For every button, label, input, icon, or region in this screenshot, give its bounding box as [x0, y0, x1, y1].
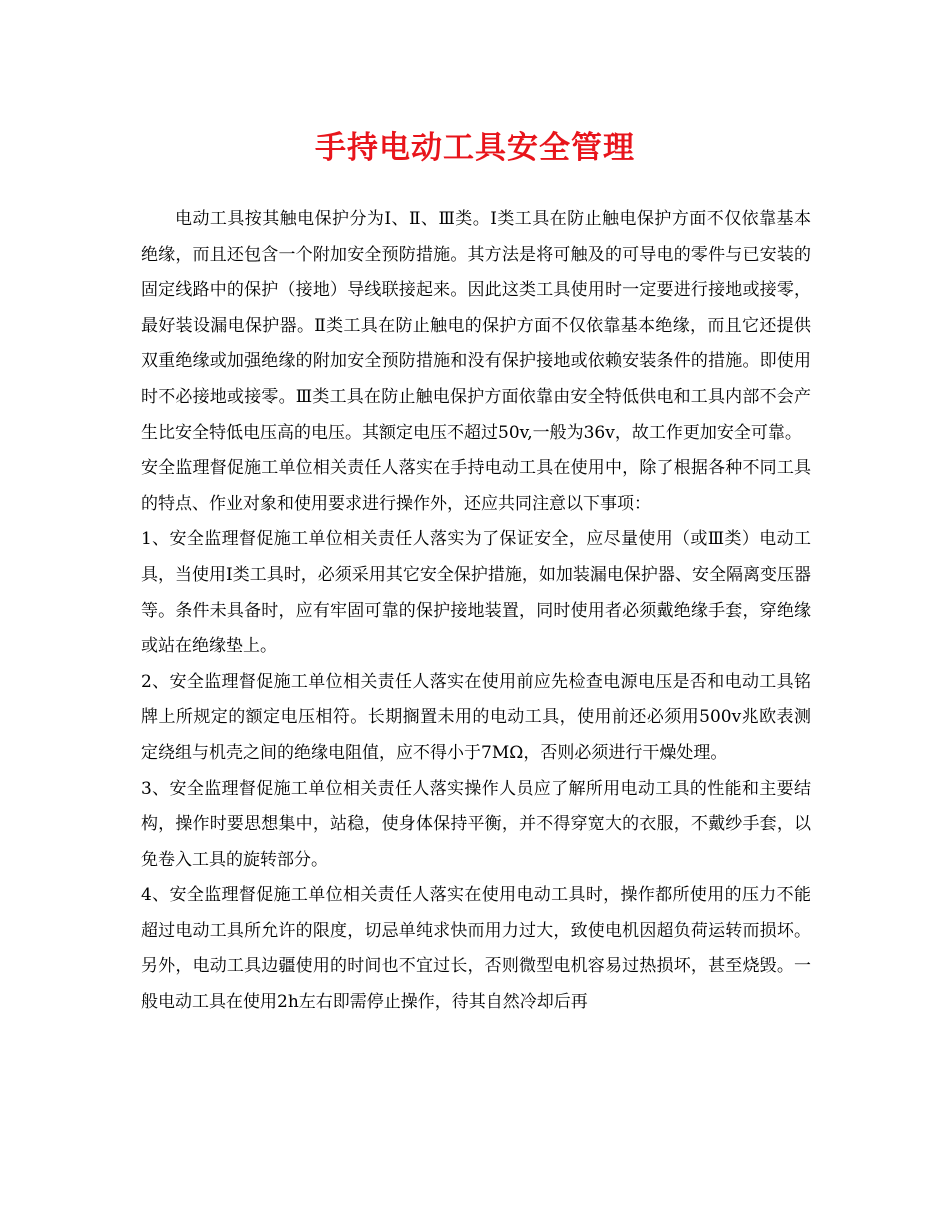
paragraph-tool-classes: 电动工具按其触电保护分为Ⅰ、Ⅱ、Ⅲ类。Ⅰ类工具在防止触电保护方面不仅依靠基本绝缘，而且还包含一个附加安全预防措施。其方法是将可触及的可导电的零件与已安装的固定线路中的保护（接地）导线联接起来。因此这类工具使用时一定要进行接地或接零，最好装设漏电保护器。Ⅱ类工具在防止触电的保护方面不仅依靠基本绝缘，而且它还提供双重绝缘或加强绝缘的附加安全预防措施和没有保护接地或依赖安装条件的措施。即使用时不必接地或接零。Ⅲ类工具在防止触电保护方面依靠由安全特低供电和工具内部不会产生比安全特低电压高的电压。其额定电压不超过50v,一般为36v，故工作更加安全可靠。	[141, 209, 811, 443]
paragraph-item-1: 1、安全监理督促施工单位相关责任人落实为了保证安全，应尽量使用（或Ⅲ类）电动工具，当使用Ⅰ类工具时，必须采用其它安全保护措施，如加装漏电保护器、安全隔离变压器等。条件未具备时，应有牢固可靠的保护接地装置，同时使用者必须戴绝缘手套，穿绝缘或站在绝缘垫上。	[141, 529, 811, 657]
paragraph-item-4: 4、安全监理督促施工单位相关责任人落实在使用电动工具时，操作都所使用的压力不能超过电动工具所允许的限度，切忌单纯求快而用力过大，致使电机因超负荷运转而损坏。另外，电动工具边疆使用的时间也不宜过长，否则微型电机容易过热损坏，甚至烧毁。一般电动工具在使用2h左右即需停止操作，待其自然冷却后再	[141, 885, 811, 1013]
paragraph-item-3: 3、安全监理督促施工单位相关责任人落实操作人员应了解所用电动工具的性能和主要结构，操作时要思想集中，站稳，使身体保持平衡，并不得穿宽大的衣服，不戴纱手套，以免卷入工具的旋转部分。	[141, 778, 811, 870]
document-title: 手持电动工具安全管理	[315, 130, 635, 166]
document-body	[141, 202, 811, 1021]
paragraph-item-2: 2、安全监理督促施工单位相关责任人落实在使用前应先检查电源电压是否和电动工具铭牌上所规定的额定电压相符。长期搁置未用的电动工具，使用前还必须用500v兆欧表测定绕组与机壳之间的绝缘电阻值，应不得小于7MΩ，否则必须进行干燥处理。	[141, 671, 811, 763]
paragraph-intro-precautions: 安全监理督促施工单位相关责任人落实在手持电动工具在使用中，除了根据各种不同工具的特点、作业对象和使用要求进行操作外，还应共同注意以下事项：	[141, 458, 811, 514]
